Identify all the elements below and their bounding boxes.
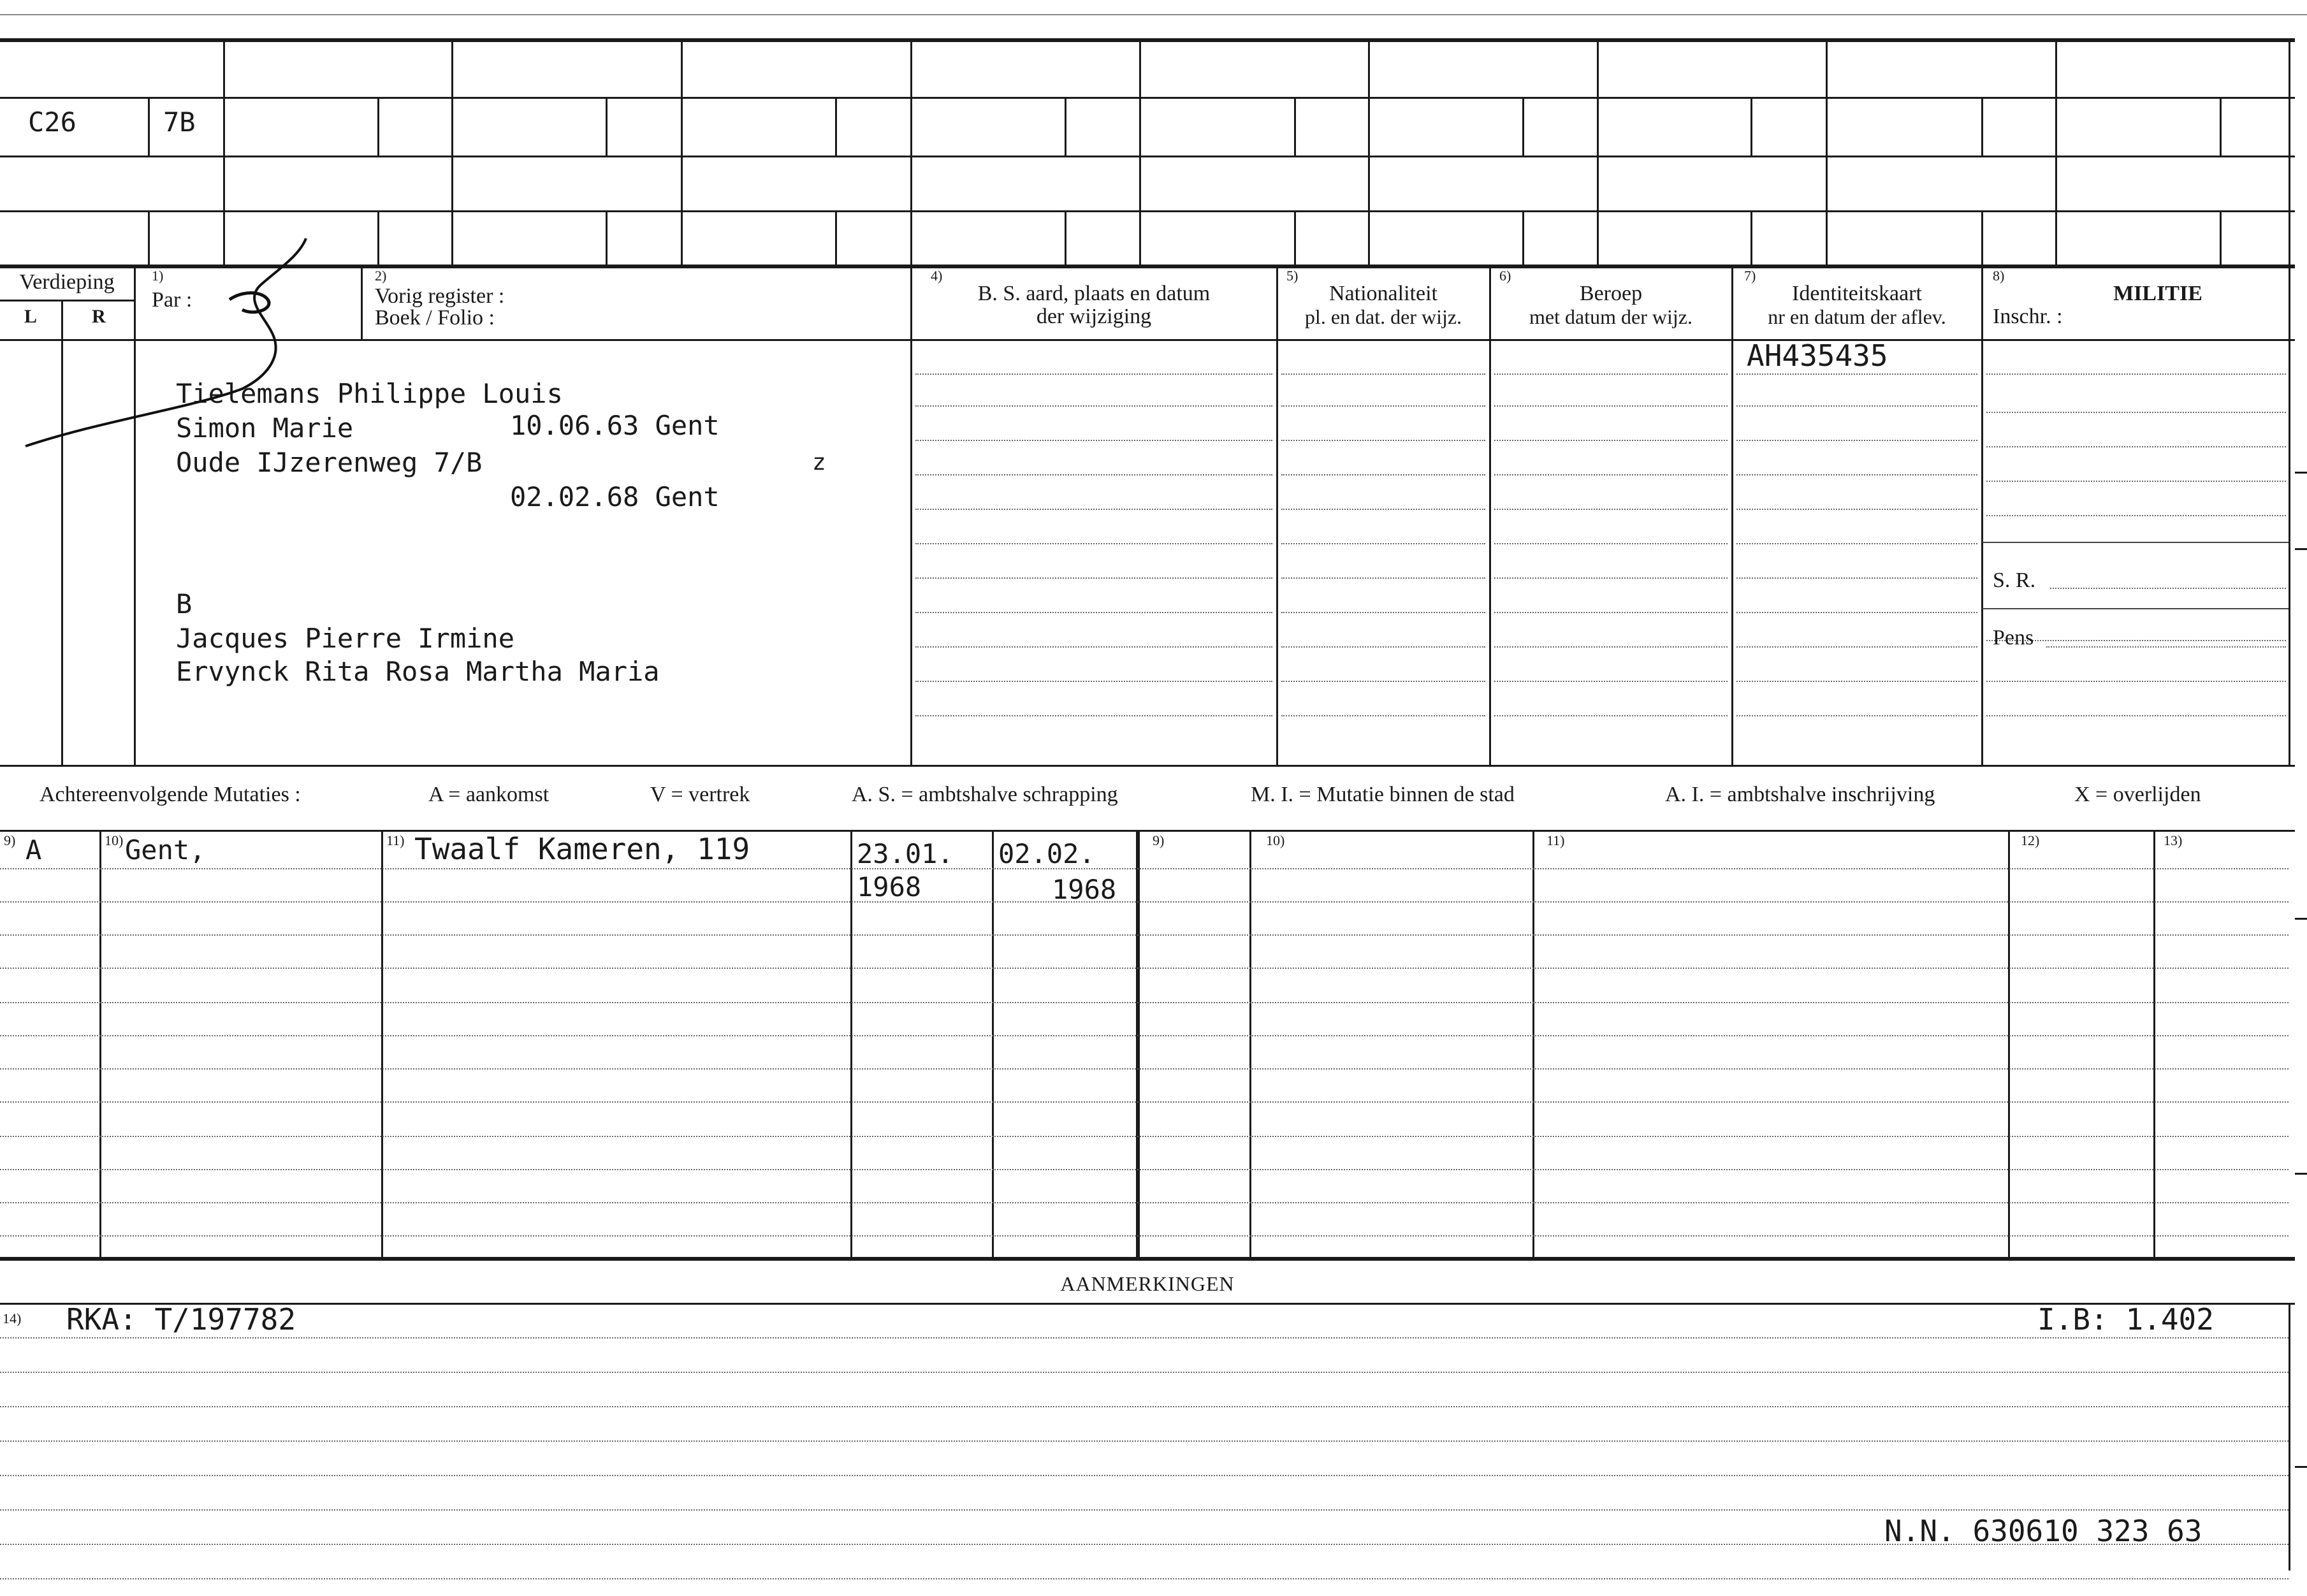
- mutation-address: Twaalf Kameren, 119: [414, 832, 750, 866]
- remarks-rka: RKA: T/197782: [66, 1302, 296, 1337]
- ber-number: 6): [1499, 268, 1511, 284]
- header-bs-2: der wijziging: [1036, 305, 1152, 328]
- person-birth: 10.06.63 Gent: [510, 410, 720, 441]
- person-z-mark: z: [812, 449, 826, 475]
- mutation-city: Gent,: [125, 834, 206, 866]
- header-beroep-2: met datum der wijz.: [1529, 305, 1692, 328]
- mutation-date-b-2: 1968: [1052, 874, 1117, 905]
- legend-title: Achtereenvolgende Mutaties :: [40, 783, 301, 806]
- mut-col-9: 9): [4, 832, 16, 848]
- top-code-c26: C26: [28, 106, 76, 138]
- person-parent-1: Simon Marie: [176, 412, 354, 444]
- vorig-number: 2): [375, 268, 387, 284]
- bs-number: 4): [931, 268, 943, 284]
- mutation-date-a-2: 1968: [857, 871, 922, 903]
- mut-col-11b: 11): [1546, 832, 1565, 848]
- header-par: Par :: [152, 288, 193, 312]
- mut-col-9b: 9): [1153, 832, 1165, 848]
- header-id-2: nr en datum der aflev.: [1768, 305, 1946, 328]
- remarks-title: AANMERKINGEN: [1060, 1272, 1235, 1295]
- header-verdieping: Verdieping: [19, 270, 115, 294]
- header-nationaliteit: Nationaliteit: [1329, 282, 1437, 305]
- mut-col-12: 12): [2021, 832, 2040, 848]
- person-address: Oude IJzerenweg 7/B: [176, 447, 483, 478]
- legend-aankomst: A = aankomst: [428, 783, 549, 806]
- mut-col-11: 11): [386, 832, 405, 848]
- militie-sr: S. R.: [1993, 569, 2036, 592]
- mut-col-10b: 10): [1266, 832, 1285, 848]
- legend-inschrijving: A. I. = ambtshalve inschrijving: [1665, 783, 1935, 806]
- remarks-number: 14): [3, 1310, 22, 1326]
- legend-overlijden: X = overlijden: [2074, 783, 2201, 806]
- mut-col-10: 10): [105, 832, 124, 848]
- person-parent-mother: Ervynck Rita Rosa Martha Maria: [176, 656, 660, 687]
- mutation-date-b-1: 02.02.: [998, 838, 1095, 869]
- handwritten-stroke: [0, 229, 357, 459]
- person-date-2: 02.02.68 Gent: [510, 481, 720, 512]
- mutation-type: A: [25, 834, 42, 866]
- legend-schrapping: A. S. = ambtshalve schrapping: [852, 783, 1118, 806]
- header-r: R: [92, 306, 106, 327]
- top-code-7b: 7B: [163, 106, 196, 138]
- mil-number: 8): [1993, 268, 2005, 284]
- legend-vertrek: V = vertrek: [650, 783, 750, 806]
- person-b: B: [176, 588, 193, 620]
- person-parent-father: Jacques Pierre Irmine: [176, 623, 515, 654]
- mut-col-13: 13): [2164, 832, 2183, 848]
- header-inschr: Inschr. :: [1993, 305, 2063, 328]
- remarks-ib: I.B: 1.402: [2037, 1302, 2214, 1337]
- header-vorig-register: Vorig register :: [375, 284, 505, 308]
- header-nat-2: pl. en dat. der wijz.: [1304, 305, 1462, 328]
- remarks-nn: N.N. 630610 323 63: [1884, 1514, 2202, 1548]
- header-l: L: [24, 306, 37, 327]
- nat-number: 5): [1286, 268, 1299, 284]
- mutation-date-a-1: 23.01.: [857, 838, 954, 869]
- header-boek-folio: Boek / Folio :: [375, 306, 495, 330]
- header-identiteitskaart: Identiteitskaart: [1792, 282, 1922, 305]
- par-number: 1): [152, 268, 164, 284]
- id-card-number: AH435435: [1747, 338, 1888, 373]
- id-number-label: 7): [1744, 268, 1756, 284]
- header-bs-1: B. S. aard, plaats en datum: [977, 282, 1211, 305]
- header-militie: MILITIE: [2113, 282, 2202, 305]
- header-beroep: Beroep: [1579, 282, 1643, 305]
- legend-mutatie: M. I. = Mutatie binnen de stad: [1251, 783, 1515, 806]
- person-name: Tielemans Philippe Louis: [176, 378, 563, 409]
- militie-pens: Pens: [1993, 626, 2034, 649]
